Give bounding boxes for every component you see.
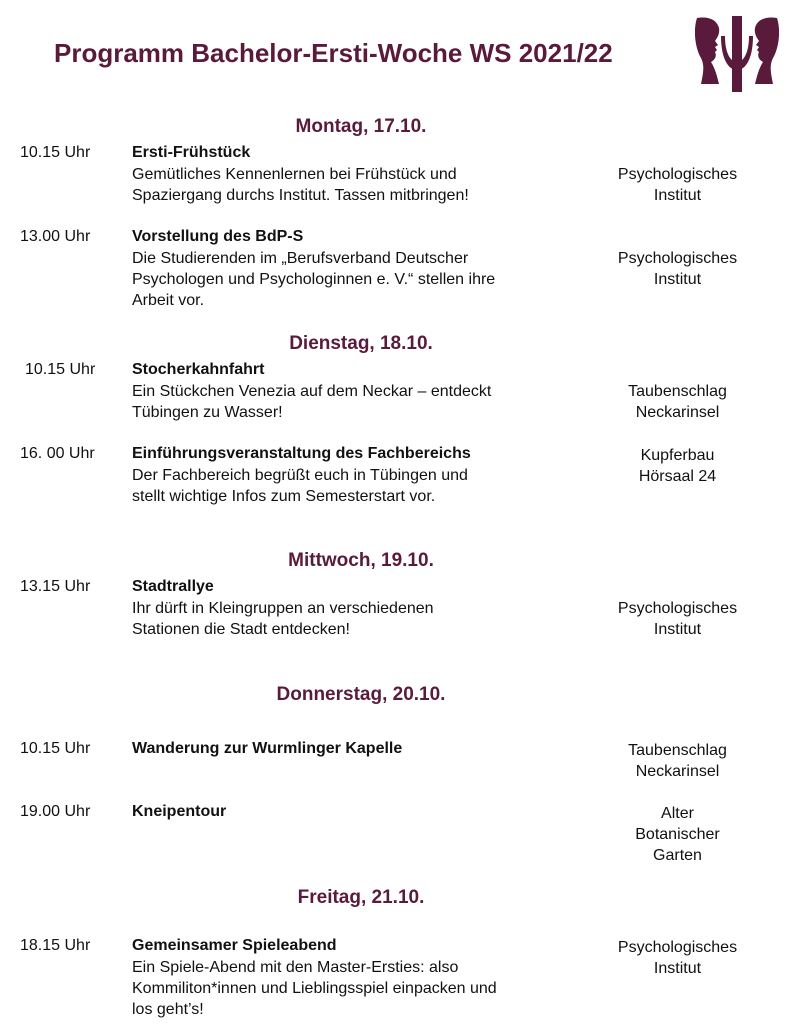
event-location: Psychologisches Institut: [617, 166, 738, 204]
event-time: 16. 00 Uhr: [20, 445, 95, 462]
event-title: Stocherkahnfahrt: [132, 361, 265, 378]
event-location: Alter Botanischer Garten: [635, 805, 720, 864]
event-location: Psychologisches Institut: [617, 250, 738, 288]
event-time: 10.15 Uhr: [25, 361, 96, 378]
event-title: Vorstellung des BdP-S: [132, 228, 304, 245]
day-heading-friday: Freitag, 21.10.: [297, 887, 425, 908]
event-description: Gemütliches Kennenlernen bei Frühstück und Spaziergang durchs Institut. Tassen mitbringen!: [132, 166, 469, 204]
event-title: Einführungsveranstaltung des Fachbereichs: [132, 445, 471, 462]
event-title: Kneipentour: [132, 803, 227, 820]
event-time: 13.15 Uhr: [20, 578, 91, 595]
event-description: Ein Stückchen Venezia auf dem Neckar – entdeckt Tübingen zu Wasser!: [132, 383, 492, 421]
event-description: Der Fachbereich begrüßt euch in Tübingen und stellt wichtige Infos zum Semesterstart vor.: [132, 467, 468, 505]
event-location: Taubenschlag Neckarinsel: [628, 383, 727, 421]
event-time: 18.15 Uhr: [20, 937, 91, 954]
event-time: 13.00 Uhr: [20, 228, 91, 245]
day-heading-thursday: Donnerstag, 20.10.: [276, 684, 446, 705]
event-description: Ein Spiele-Abend mit den Master-Ersties: also Kommiliton*innen und Lieblingsspiel einpacken und los geht’s!: [132, 959, 497, 1018]
day-heading-monday: Montag, 17.10.: [295, 116, 427, 137]
event-title: Ersti-Frühstück: [132, 144, 251, 161]
event-location: Kupferbau Hörsaal 24: [638, 447, 717, 485]
event-title: Stadtrallye: [132, 578, 214, 595]
event-title: Wanderung zur Wurmlinger Kapelle: [132, 740, 403, 757]
psi-faces-logo-icon: [695, 14, 779, 92]
event-time: 10.15 Uhr: [20, 144, 91, 161]
event-location: Psychologisches Institut: [617, 600, 738, 638]
event-description: Die Studierenden im „Berufsverband Deutscher Psychologen und Psychologinnen e. V.“ stellen ihre Arbeit vor.: [132, 250, 496, 309]
day-heading-wednesday: Mittwoch, 19.10.: [288, 550, 434, 571]
event-title: Gemeinsamer Spieleabend: [132, 937, 337, 954]
event-location: Taubenschlag Neckarinsel: [628, 742, 727, 780]
event-description: Ihr dürft in Kleingruppen an verschiedenen Stationen die Stadt entdecken!: [132, 600, 434, 638]
event-time: 10.15 Uhr: [20, 740, 91, 757]
event-location: Psychologisches Institut: [617, 939, 738, 977]
day-heading-tuesday: Dienstag, 18.10.: [289, 333, 433, 354]
page-title: Programm Bachelor-Ersti-Woche WS 2021/22: [54, 38, 613, 68]
event-time: 19.00 Uhr: [20, 803, 91, 820]
